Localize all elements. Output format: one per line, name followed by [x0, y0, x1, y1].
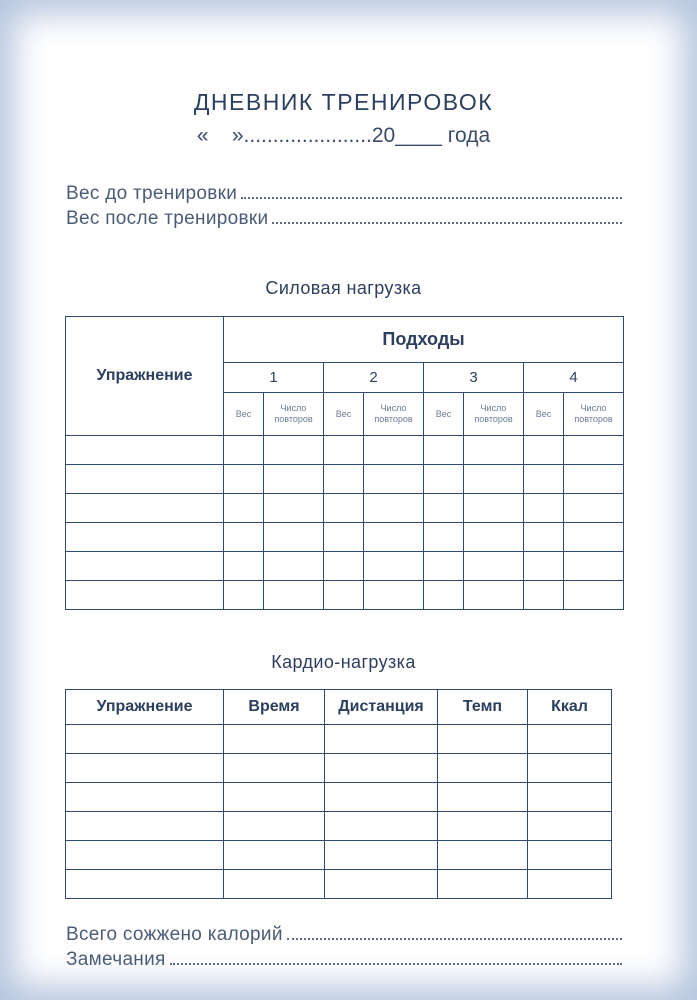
strength-table-cell[interactable] [324, 494, 364, 523]
cardio-table-cell[interactable] [66, 841, 224, 870]
strength-table-cell[interactable] [424, 581, 464, 610]
strength-table-cell[interactable] [564, 494, 624, 523]
set-number-3: 3 [424, 363, 524, 393]
strength-table-cell[interactable] [324, 436, 364, 465]
cardio-table-cell[interactable] [438, 783, 528, 812]
strength-table-cell[interactable] [66, 436, 224, 465]
strength-table-cell[interactable] [264, 494, 324, 523]
cardio-table-cell[interactable] [528, 725, 612, 754]
strength-table-cell[interactable] [364, 494, 424, 523]
strength-table-row [66, 523, 624, 552]
cardio-table-cell[interactable] [528, 754, 612, 783]
strength-table-row [66, 494, 624, 523]
strength-table-cell[interactable] [224, 494, 264, 523]
cardio-table-row [66, 725, 612, 754]
cardio-table-cell[interactable] [66, 754, 224, 783]
strength-table-cell[interactable] [464, 436, 524, 465]
cardio-table-cell[interactable] [438, 812, 528, 841]
cardio-table-cell[interactable] [224, 725, 325, 754]
set-number-2: 2 [324, 363, 424, 393]
cardio-table-cell[interactable] [438, 870, 528, 899]
strength-table-cell[interactable] [264, 436, 324, 465]
cardio-table-cell[interactable] [224, 841, 325, 870]
page-title: ДНЕВНИК ТРЕНИРОВОК [193, 89, 494, 115]
strength-table-body [66, 436, 624, 610]
cardio-table-row [66, 754, 612, 783]
cardio-kcal-header: Ккал [528, 690, 612, 725]
cardio-table-body [66, 725, 612, 899]
cardio-table-cell[interactable] [325, 870, 438, 899]
strength-table-cell[interactable] [564, 436, 624, 465]
strength-table-cell[interactable] [424, 494, 464, 523]
cardio-table-cell[interactable] [325, 812, 438, 841]
strength-sets-header: Подходы [224, 317, 624, 363]
cardio-table-cell[interactable] [528, 783, 612, 812]
strength-table-cell[interactable] [564, 465, 624, 494]
weight-before-label: Вес до тренировки [66, 183, 238, 204]
strength-table-cell[interactable] [224, 436, 264, 465]
calories-field[interactable] [287, 924, 622, 940]
cardio-table-cell[interactable] [66, 783, 224, 812]
cardio-table-cell[interactable] [438, 841, 528, 870]
strength-table-cell[interactable] [224, 523, 264, 552]
strength-table-cell[interactable] [464, 523, 524, 552]
strength-table-cell[interactable] [224, 581, 264, 610]
strength-table-cell[interactable] [424, 523, 464, 552]
strength-table-cell[interactable] [264, 465, 324, 494]
strength-table-cell[interactable] [324, 552, 364, 581]
strength-table-cell[interactable] [66, 523, 224, 552]
weight-before-field[interactable] [241, 183, 622, 199]
calories-row [66, 924, 622, 946]
strength-table-cell[interactable] [524, 494, 564, 523]
strength-section-title: Силовая нагрузка [265, 278, 422, 298]
cardio-table-cell[interactable] [224, 783, 325, 812]
strength-table-cell[interactable] [66, 581, 224, 610]
cardio-table-row [66, 841, 612, 870]
set-4-reps-header: Число повторов [564, 393, 624, 436]
notes-field[interactable] [170, 949, 622, 965]
strength-table-cell[interactable] [364, 581, 424, 610]
strength-table-cell[interactable] [564, 552, 624, 581]
cardio-table-cell[interactable] [66, 870, 224, 899]
cardio-table-cell[interactable] [66, 812, 224, 841]
strength-table-cell[interactable] [324, 581, 364, 610]
strength-table [65, 316, 624, 610]
cardio-table-cell[interactable] [224, 812, 325, 841]
set-2-reps-header: Число повторов [364, 393, 424, 436]
strength-table-row [66, 552, 624, 581]
strength-table-cell[interactable] [364, 552, 424, 581]
strength-table-row [66, 465, 624, 494]
strength-table-cell[interactable] [264, 552, 324, 581]
set-2-weight-header: Вес [324, 393, 364, 436]
strength-table-cell[interactable] [524, 552, 564, 581]
cardio-table-cell[interactable] [325, 754, 438, 783]
strength-table-cell[interactable] [464, 552, 524, 581]
strength-table-cell[interactable] [264, 581, 324, 610]
cardio-table-row [66, 812, 612, 841]
strength-table-cell[interactable] [364, 465, 424, 494]
date-line[interactable]: « »......................20____ года [196, 124, 491, 147]
strength-table-cell[interactable] [564, 581, 624, 610]
set-1-weight-header: Вес [224, 393, 264, 436]
strength-exercise-header: Упражнение [66, 317, 224, 436]
strength-table-cell[interactable] [224, 552, 264, 581]
set-3-weight-header: Вес [424, 393, 464, 436]
strength-table-cell[interactable] [464, 494, 524, 523]
strength-table-cell[interactable] [264, 523, 324, 552]
cardio-exercise-header: Упражнение [66, 690, 224, 725]
strength-table-cell[interactable] [324, 465, 364, 494]
cardio-table-cell[interactable] [438, 754, 528, 783]
cardio-table-row [66, 783, 612, 812]
strength-table-cell[interactable] [364, 436, 424, 465]
cardio-table-cell[interactable] [325, 841, 438, 870]
calories-label: Всего сожжено калорий [66, 924, 283, 945]
strength-table-cell[interactable] [424, 436, 464, 465]
strength-table-cell[interactable] [66, 494, 224, 523]
cardio-table-row [66, 870, 612, 899]
strength-table-cell[interactable] [66, 552, 224, 581]
strength-table-cell[interactable] [324, 523, 364, 552]
set-number-4: 4 [524, 363, 624, 393]
strength-table-cell[interactable] [464, 465, 524, 494]
strength-table-cell[interactable] [524, 465, 564, 494]
cardio-table-cell[interactable] [528, 812, 612, 841]
weight-before-row [66, 183, 622, 205]
weight-after-label: Вес после тренировки [66, 208, 269, 229]
strength-table-cell[interactable] [66, 465, 224, 494]
set-number-1: 1 [224, 363, 324, 393]
strength-table-cell[interactable] [564, 523, 624, 552]
cardio-section-title: Кардио-нагрузка [271, 652, 416, 672]
cardio-table-cell[interactable] [66, 725, 224, 754]
notes-label: Замечания [66, 949, 166, 970]
strength-table-cell[interactable] [224, 465, 264, 494]
set-4-weight-header: Вес [524, 393, 564, 436]
set-1-reps-header: Число повторов [264, 393, 324, 436]
strength-table-row [66, 581, 624, 610]
cardio-table-cell[interactable] [528, 870, 612, 899]
cardio-time-header: Время [224, 690, 325, 725]
cardio-pace-header: Темп [438, 690, 528, 725]
strength-table-cell[interactable] [464, 581, 524, 610]
cardio-table-cell[interactable] [528, 841, 612, 870]
strength-table-cell[interactable] [524, 581, 564, 610]
strength-table-cell[interactable] [524, 523, 564, 552]
strength-table-row [66, 436, 624, 465]
cardio-table-cell[interactable] [224, 870, 325, 899]
cardio-table-cell[interactable] [325, 783, 438, 812]
strength-table-cell[interactable] [424, 465, 464, 494]
notes-row [66, 949, 622, 971]
cardio-table [65, 689, 612, 899]
strength-table-cell[interactable] [364, 523, 424, 552]
cardio-table-cell[interactable] [224, 754, 325, 783]
cardio-distance-header: Дистанция [325, 690, 438, 725]
weight-after-row [66, 208, 622, 230]
strength-table-cell[interactable] [524, 436, 564, 465]
strength-table-cell[interactable] [424, 552, 464, 581]
cardio-table-cell[interactable] [438, 725, 528, 754]
set-3-reps-header: Число повторов [464, 393, 524, 436]
weight-after-field[interactable] [272, 208, 622, 224]
cardio-table-cell[interactable] [325, 725, 438, 754]
